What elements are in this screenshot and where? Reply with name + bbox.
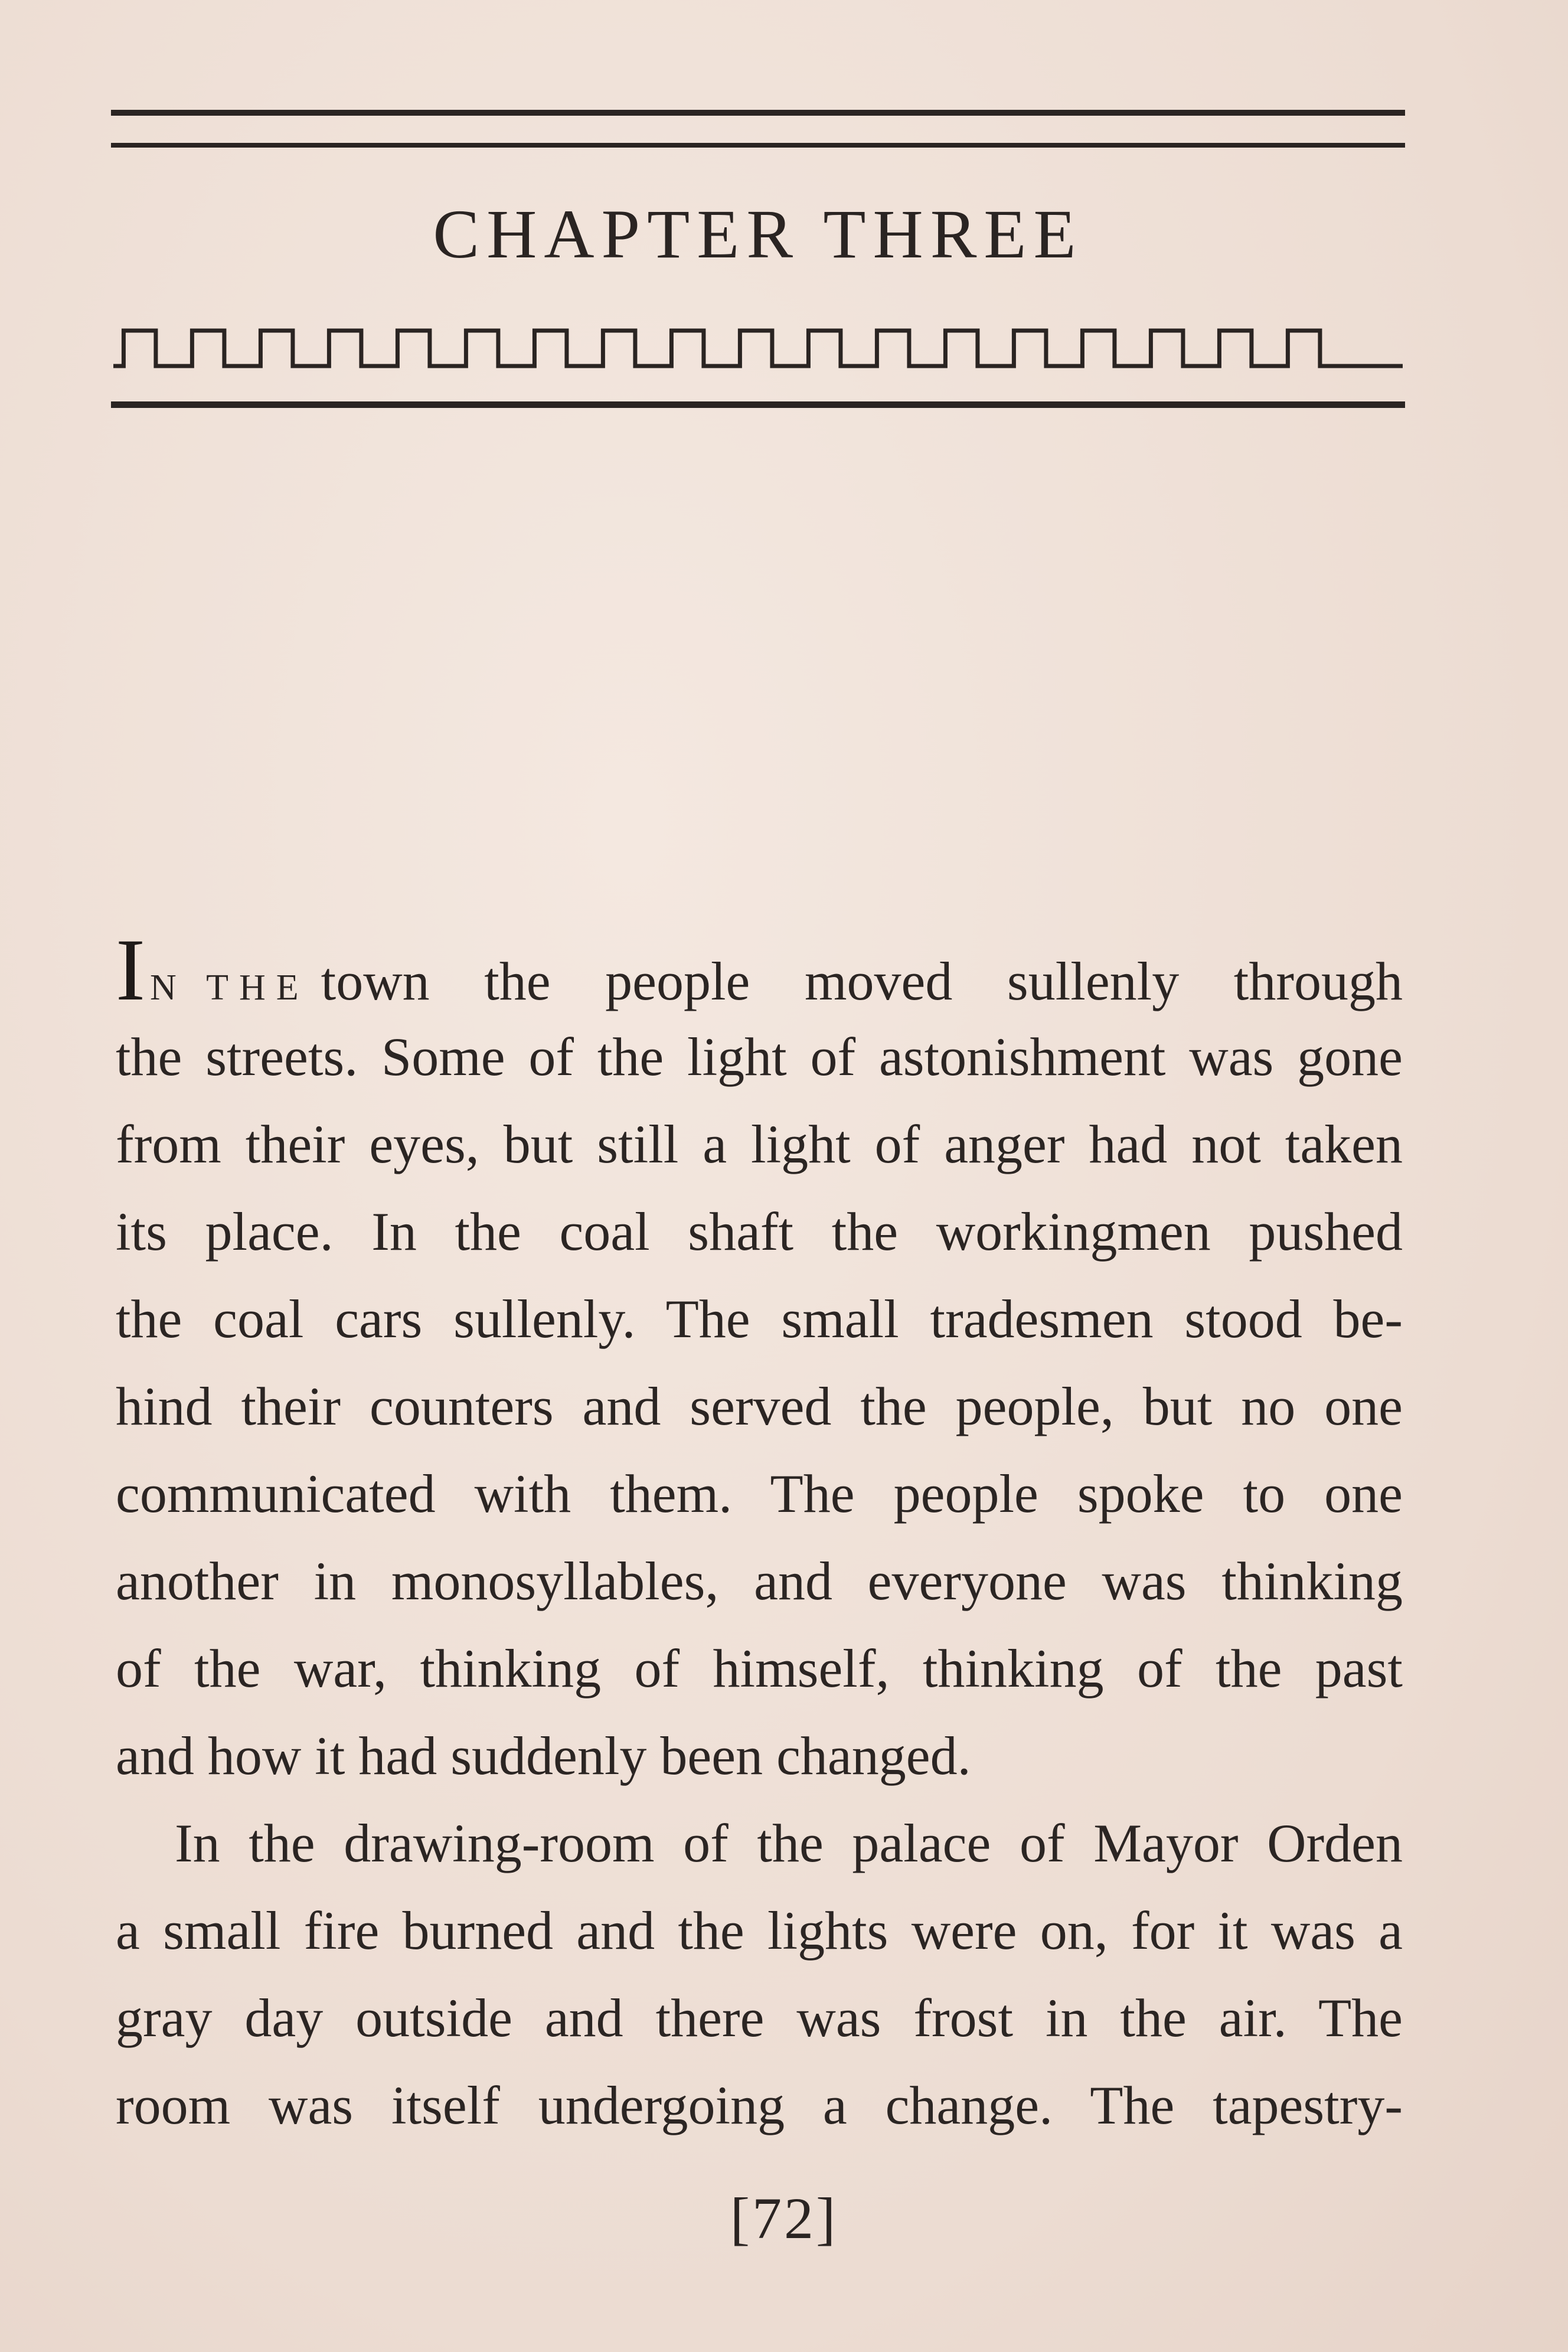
text-line: of the war, thinking of himself, thinking of the past: [116, 1638, 1403, 1698]
paragraph-1-first-line: [116, 921, 1403, 1019]
text-line: In the drawing-room of the palace of Mayor Orden: [175, 1813, 1403, 1873]
text-line: its place. In the coal shaft the workingmen pushed: [116, 1201, 1403, 1262]
greek-key-ornament: [111, 325, 1405, 372]
drop-cap: I: [116, 921, 145, 1019]
text-line: and how it had suddenly been changed.: [116, 1726, 971, 1786]
text-line: hind their counters and served the people, but no one: [116, 1376, 1403, 1436]
text-line: a small fire burned and the lights were on, for it was a: [116, 1900, 1403, 1961]
page-number: [72]: [730, 2186, 838, 2251]
text-line: communicated with them. The people spoke to one: [116, 1464, 1403, 1524]
text-line: town the people moved sullenly through: [321, 951, 1403, 1011]
text-line: gray day outside and there was frost in the air. The: [116, 1988, 1403, 2048]
text-line: another in monosyllables, and everyone was thinking: [116, 1551, 1403, 1611]
bottom-rule: [111, 401, 1405, 408]
text-line: room was itself undergoing a change. The tapestry-: [116, 2075, 1403, 2135]
top-rule-thick: [111, 110, 1405, 116]
text-line: the coal cars sullenly. The small tradesmen stood be-: [116, 1289, 1403, 1349]
small-caps-opening: N THE: [149, 968, 309, 1008]
text-line: the streets. Some of the light of astonishment was gone: [116, 1027, 1403, 1087]
chapter-heading: CHAPTER THREE: [433, 195, 1083, 273]
top-rule-thin: [111, 143, 1405, 148]
body-text: [116, 921, 1403, 2149]
text-line: from their eyes, but still a light of anger had not taken: [116, 1114, 1403, 1174]
